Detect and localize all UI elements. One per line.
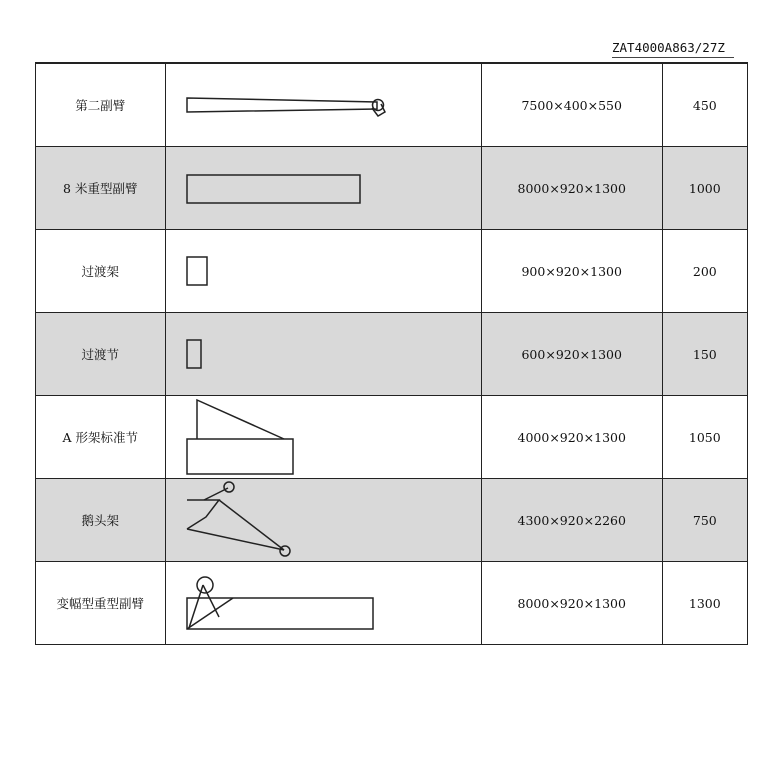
part-weight: 1050 — [662, 396, 747, 479]
small-rectangle-icon — [166, 230, 481, 312]
part-name: 过渡节 — [36, 313, 166, 396]
table-row — [36, 479, 748, 562]
part-dimensions: 4300×920×2260 — [481, 479, 662, 562]
part-name: 第二副臂 — [36, 63, 166, 147]
table-row — [36, 63, 748, 147]
gooseneck-frame-icon — [166, 479, 481, 561]
header-rule — [612, 57, 734, 58]
part-sketch — [165, 396, 481, 479]
table-row — [36, 313, 748, 396]
luffing-heavy-jib-icon — [166, 562, 481, 644]
part-weight: 1000 — [662, 147, 747, 230]
tapered-jib-with-pulley-icon — [166, 64, 481, 146]
part-sketch — [165, 230, 481, 313]
table-row — [36, 230, 748, 313]
small-rectangle-icon — [166, 313, 481, 395]
table-row — [36, 562, 748, 645]
part-weight: 200 — [662, 230, 747, 313]
part-sketch — [165, 479, 481, 562]
parts-table — [35, 62, 748, 645]
part-name: 过渡架 — [36, 230, 166, 313]
part-weight: 150 — [662, 313, 747, 396]
document-code: ZAT4000A863/27Z — [612, 40, 725, 55]
part-weight: 450 — [662, 63, 747, 147]
part-dimensions: 7500×400×550 — [481, 63, 662, 147]
part-dimensions: 8000×920×1300 — [481, 147, 662, 230]
part-weight: 1300 — [662, 562, 747, 645]
part-dimensions: 900×920×1300 — [481, 230, 662, 313]
part-name: 变幅型重型副臂 — [36, 562, 166, 645]
rectangle-section-icon — [166, 147, 481, 229]
part-dimensions: 4000×920×1300 — [481, 396, 662, 479]
part-dimensions: 600×920×1300 — [481, 313, 662, 396]
table-row — [36, 396, 748, 479]
part-sketch — [165, 147, 481, 230]
part-sketch — [165, 63, 481, 147]
part-dimensions: 8000×920×1300 — [481, 562, 662, 645]
part-weight: 750 — [662, 479, 747, 562]
part-sketch — [165, 313, 481, 396]
part-name: 鹅头架 — [36, 479, 166, 562]
part-name: 8 米重型副臂 — [36, 147, 166, 230]
part-sketch — [165, 562, 481, 645]
a-frame-section-icon — [166, 396, 481, 478]
table-row — [36, 147, 748, 230]
part-name: A 形架标准节 — [36, 396, 166, 479]
